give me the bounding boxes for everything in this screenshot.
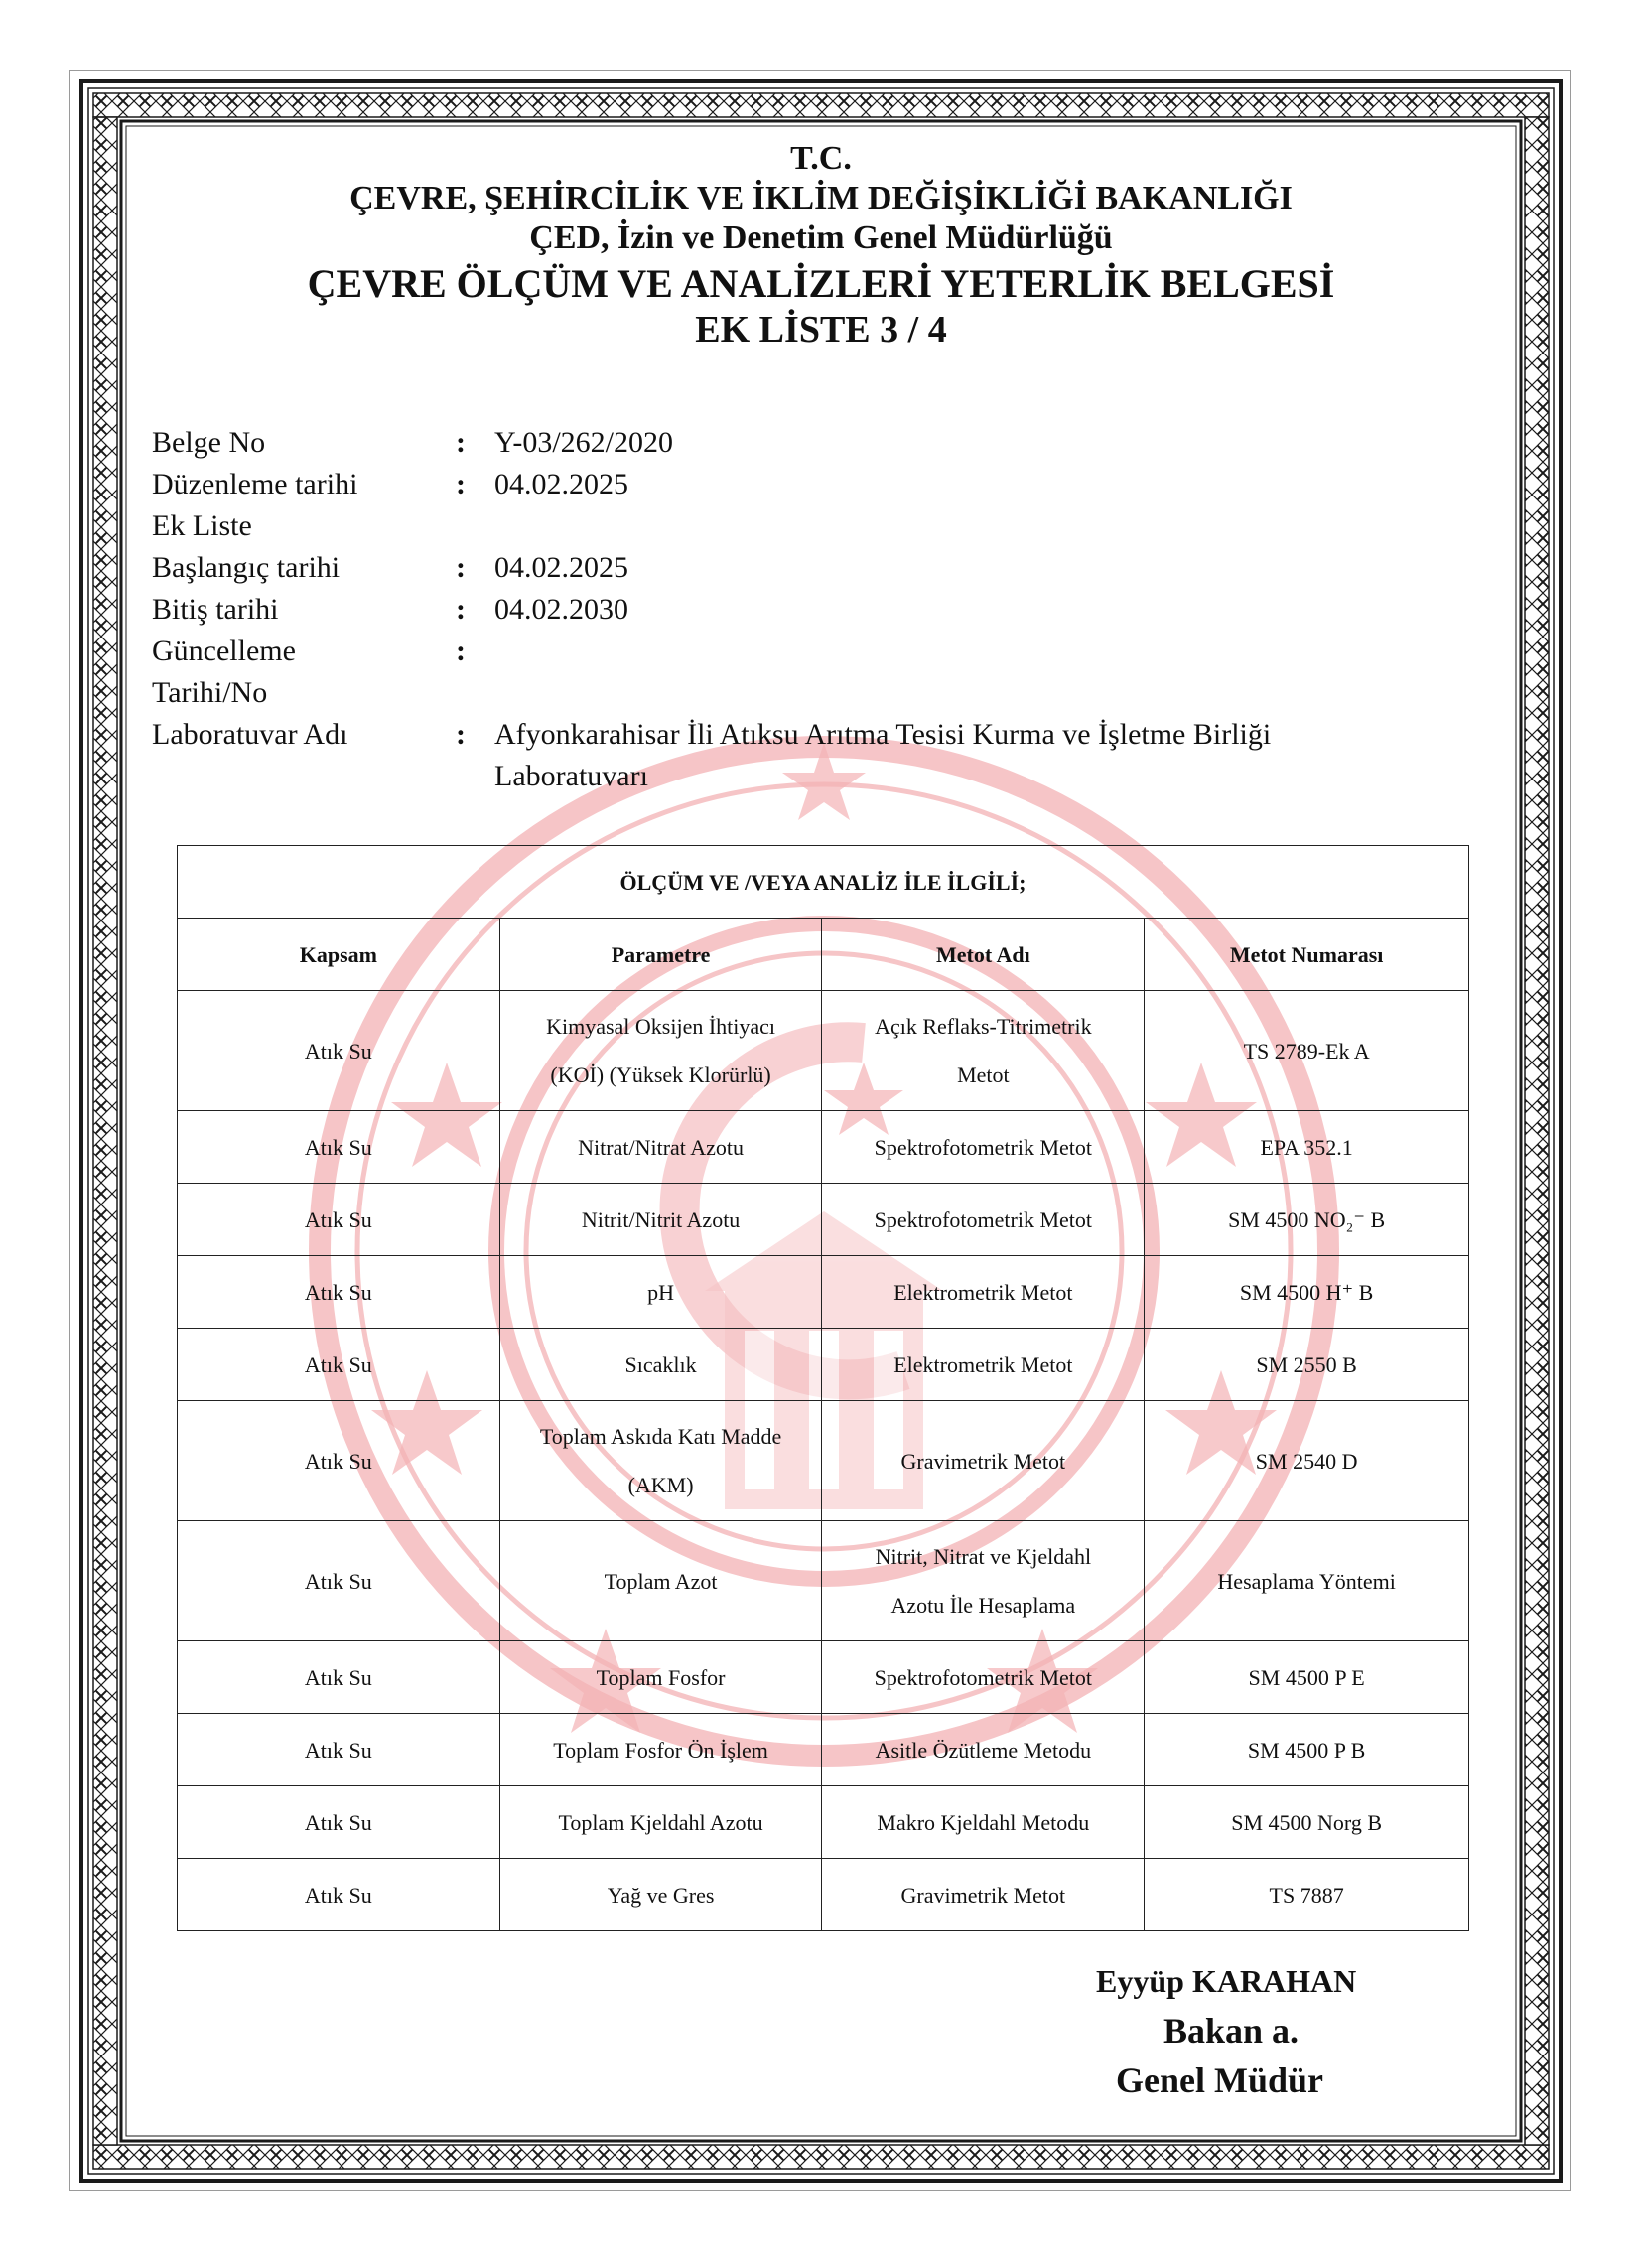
info-label: Belge No: [152, 426, 266, 459]
table-row: [178, 1401, 1469, 1521]
cell-metot-numarasi: Hesaplama Yöntemi: [1145, 1521, 1469, 1641]
column-header-parametre: Parametre: [499, 919, 822, 991]
info-label: Tarihi/No: [152, 676, 268, 709]
cell-metot-numarasi: EPA 352.1: [1145, 1111, 1469, 1184]
cell-metot-numarasi: SM 4500 H⁺ B: [1145, 1256, 1469, 1329]
info-row-guncelleme: [152, 631, 1507, 672]
laboratory-name-line1: Afyonkarahisar İli Atıksu Arıtma Tesisi Kurma ve İşletme Birliği: [494, 718, 1272, 751]
table-caption-row: [178, 846, 1469, 919]
signatory-role: Bakan a.: [1163, 2011, 1300, 2051]
column-header-kapsam: Kapsam: [178, 919, 500, 991]
cell-metot-adi: Elektrometrik Metot: [822, 1329, 1145, 1401]
table-row: [178, 1521, 1469, 1641]
cell-parametre: Nitrit/Nitrit Azotu: [499, 1184, 822, 1256]
cell-metot-adi: Elektrometrik Metot: [822, 1256, 1145, 1329]
table-row: [178, 1786, 1469, 1859]
info-separator: [450, 505, 494, 547]
signatory-name: Eyyüp KARAHAN: [1096, 1963, 1357, 1999]
info-row-tarihi-no: [152, 672, 1507, 714]
info-row-duzenleme: [152, 464, 1507, 505]
cell-line: Metot: [957, 1063, 1010, 1087]
info-separator: :: [456, 468, 466, 500]
cell-metot-numarasi: SM 2550 B: [1145, 1329, 1469, 1401]
header-directorate: ÇED, İzin ve Denetim Genel Müdürlüğü: [529, 219, 1113, 257]
cell-kapsam: Atık Su: [178, 1521, 500, 1641]
cell-metot-numarasi: SM 4500 Norg B: [1145, 1786, 1469, 1859]
laboratory-name-line2: Laboratuvarı: [494, 760, 648, 792]
info-separator: :: [456, 426, 466, 459]
cell-parametre: pH: [499, 1256, 822, 1329]
cell-metot-numarasi: SM 4500 P E: [1145, 1641, 1469, 1714]
info-row-belge-no: [152, 422, 1507, 464]
cell-kapsam: Atık Su: [178, 1329, 500, 1401]
cell-line: Azotu İle Hesaplama: [890, 1593, 1076, 1618]
table-header-row: [178, 919, 1469, 991]
cell-parametre: Toplam Azot: [499, 1521, 822, 1641]
cell-metot-numarasi: SM 4500 NO₂⁻ B: [1145, 1184, 1469, 1256]
cell-line: Açık Reflaks-Titrimetrik: [875, 1014, 1092, 1039]
cell-metot-numarasi: SM 2540 D: [1145, 1401, 1469, 1521]
info-label: Bitiş tarihi: [152, 593, 279, 626]
table-row: [178, 1111, 1469, 1184]
cell-parametre: Nitrat/Nitrat Azotu: [499, 1111, 822, 1184]
cell-line: Nitrit, Nitrat ve Kjeldahl: [875, 1544, 1092, 1569]
info-value: [494, 505, 1507, 547]
info-row-baslangic: [152, 547, 1507, 589]
info-row-ek-liste: [152, 505, 1507, 547]
cell-parametre: Toplam Kjeldahl Azotu: [499, 1786, 822, 1859]
document-subtitle: EK LİSTE 3 / 4: [695, 308, 947, 351]
info-value: 04.02.2030: [494, 593, 628, 626]
cell-metot-adi: Asitle Özütleme Metodu: [822, 1714, 1145, 1786]
document-title: ÇEVRE ÖLÇÜM VE ANALİZLERİ YETERLİK BELGESİ: [307, 261, 1335, 307]
cell-parametre: Yağ ve Gres: [499, 1859, 822, 1931]
cell-kapsam: Atık Su: [178, 1786, 500, 1859]
info-label: Düzenleme tarihi: [152, 468, 358, 500]
table-row: [178, 991, 1469, 1111]
info-label: Güncelleme: [152, 635, 296, 667]
cell-parametre: Toplam Fosfor Ön İşlem: [499, 1714, 822, 1786]
info-label: Laboratuvar Adı: [152, 718, 348, 751]
cell-kapsam: Atık Su: [178, 1714, 500, 1786]
cell-line: (AKM): [627, 1473, 694, 1497]
table-row: [178, 1184, 1469, 1256]
cell-parametre: Sıcaklık: [499, 1329, 822, 1401]
info-value: 04.02.2025: [494, 551, 628, 584]
cell-parametre: Toplam Fosfor: [499, 1641, 822, 1714]
info-row-laboratuvar: [152, 714, 1507, 797]
cell-kapsam: Atık Su: [178, 991, 500, 1111]
cell-metot-adi: [822, 991, 1145, 1111]
cell-metot-adi: Gravimetrik Metot: [822, 1859, 1145, 1931]
info-separator: :: [456, 593, 466, 626]
cell-kapsam: Atık Su: [178, 1859, 500, 1931]
cell-line: (KOİ) (Yüksek Klorürlü): [550, 1063, 771, 1087]
info-label: Ek Liste: [152, 509, 252, 542]
cell-metot-adi: Spektrofotometrik Metot: [822, 1111, 1145, 1184]
info-label: Başlangıç tarihi: [152, 551, 341, 584]
cell-metot-adi: [822, 1521, 1145, 1641]
info-value: Y-03/262/2020: [494, 426, 673, 459]
column-header-metot-numarasi: Metot Numarası: [1145, 919, 1469, 991]
table-row: [178, 1714, 1469, 1786]
info-value: [494, 672, 1507, 714]
cell-metot-adi: Gravimetrik Metot: [822, 1401, 1145, 1521]
info-separator: :: [456, 635, 466, 667]
table-row: [178, 1329, 1469, 1401]
info-separator: :: [456, 551, 466, 584]
table-caption: ÖLÇÜM VE /VEYA ANALİZ İLE İLGİLİ;: [178, 846, 1469, 919]
document-header: [0, 139, 1642, 352]
cell-metot-numarasi: TS 7887: [1145, 1859, 1469, 1931]
cell-line: Kimyasal Oksijen İhtiyacı: [546, 1014, 776, 1039]
info-separator: [450, 672, 494, 714]
cell-kapsam: Atık Su: [178, 1111, 500, 1184]
table-row: [178, 1641, 1469, 1714]
certificate-info: [152, 422, 1507, 797]
cell-metot-adi: Spektrofotometrik Metot: [822, 1184, 1145, 1256]
scope-table: [177, 845, 1469, 1931]
cell-parametre: [499, 991, 822, 1111]
cell-metot-adi: Spektrofotometrik Metot: [822, 1641, 1145, 1714]
info-row-bitis: [152, 589, 1507, 631]
cell-metot-adi: Makro Kjeldahl Metodu: [822, 1786, 1145, 1859]
column-header-metot-adi: Metot Adı: [822, 919, 1145, 991]
cell-metot-numarasi: SM 4500 P B: [1145, 1714, 1469, 1786]
info-value: [494, 631, 1507, 672]
cell-parametre: [499, 1401, 822, 1521]
info-separator: :: [456, 718, 466, 751]
header-ministry: ÇEVRE, ŞEHİRCİLİK VE İKLİM DEĞİŞİKLİĞİ BAKANLIĞI: [349, 180, 1293, 217]
cell-line: Toplam Askıda Katı Madde: [539, 1424, 782, 1449]
table-row: [178, 1256, 1469, 1329]
cell-kapsam: Atık Su: [178, 1641, 500, 1714]
signature-block: [993, 1956, 1588, 2105]
header-tc: T.C.: [790, 140, 852, 177]
signatory-title: Genel Müdür: [1116, 2060, 1324, 2100]
cell-kapsam: Atık Su: [178, 1256, 500, 1329]
table-row: [178, 1859, 1469, 1931]
cell-kapsam: Atık Su: [178, 1401, 500, 1521]
cell-kapsam: Atık Su: [178, 1184, 500, 1256]
info-value: 04.02.2025: [494, 468, 628, 500]
cell-metot-numarasi: TS 2789-Ek A: [1145, 991, 1469, 1111]
info-value-laboratory: [494, 714, 1507, 797]
